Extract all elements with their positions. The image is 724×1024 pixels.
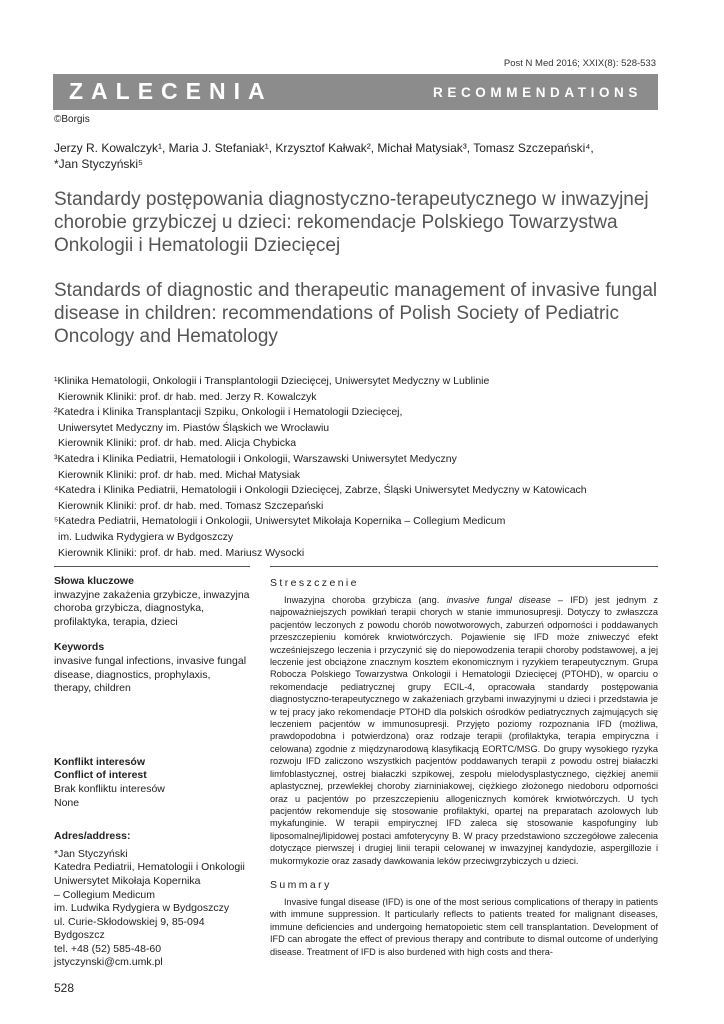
affiliation-line: Kierownik Kliniki: prof. dr hab. med. Jerzy R. Kowalczyk xyxy=(58,390,317,403)
keywords-en: invasive fungal infections, invasive fungal disease, diagnostics, prophylaxis, therapy, children xyxy=(54,654,247,695)
address-line: – Collegium Medicum xyxy=(54,888,155,901)
conflict-text-en: None xyxy=(54,796,80,809)
section-label-en: RECOMMENDATIONS xyxy=(433,85,642,100)
affiliation-line: ⁴Katedra i Klinika Pediatrii, Hematologii i Onkologii Dziecięcej, Zabrze, Śląski Uniwersytet Medyczny w Katowicach xyxy=(54,484,587,497)
address-heading: Adres/address: xyxy=(54,830,131,843)
address-line: *Jan Styczyński xyxy=(54,847,128,860)
conflict-heading-en: Conflict of interest xyxy=(54,769,147,782)
streszczenie-text: Inwazyjna choroba grzybicza (ang. invasive fungal disease – IFD) jest jednym z najpoważniejszych powikłań terapii chorych w stanie immunosupresji. Dotyczy to zwłaszcza pacjentów leczonych z powodu chorób nowotworowych, zaburzeń odporności i poddawanych przeszczepieniu komórek krwiotwórczych. Pojawienie się IFD może zniweczyć efekt wcześniejszego leczenia i przyczynić się do niepowodzenia terapii choroby podstawowej, a jej leczenie jest obciążone znacznym kosztem ekonomicznym i ryzykiem terapeutycznym. Grupa Robocza Polskiego Towarzystwa Onkologii i Hematologii Dziecięcej (PTOHD), w oparciu o rekomendacje pediatrycznej grupy ECIL-4, opracowała standardy postępowania diagnostyczno-terapeutycznego w zakażeniach grzybami inwazyjnymi u dzieci i przedstawia je w tej pracy jako rekomendacje PTOHD dla polskich ośrodków pediatrycznych zajmujących się leczeniem pacjentów w immunosupresji. Przyjęto poziomy rozpoznania IFD (możliwa, prawdopodobna i potwierdzona) oraz rodzaje terapii (profilaktyka, terapia empiryczna i celowana) zgodnie z międzynarodową klasyfikacją EORTC/MSG. Do grupy wysokiego ryzyka rozwoju IFD zaliczono wszystkich pacjentów poddawanych terapii z powodu ostrej białaczki limfoblastycznej, ostrej białaczki szpikowej, zespołu mielodysplastycznego, ciężkiej anemii aplastycznej, przewlekłej choroby ziarniniakowej, ciężkiego złożonego niedoboru odporności oraz u pacjentów po przeszczepieniu allogenicznych komórek krwiotwórczych. U tych pacjentów rekomenduje się stosowanie profilaktyki, opartej na preparatach azolowych lub mykafunginie. W terapii empirycznej IFD zaleca się stosowanie kaspofunginy lub liposomalnej/lipidowej postaci amfoterycyny B. W pracy przedstawiono szczegółowe zalecenia dotyczące pierwszej i drugiej linii terapii celowanej w inwazyjnej kandydozie, aspergillozie i mukormykozie oraz zasady dawkowania leków przeciwgrzybiczych u dzieci. xyxy=(270,595,659,866)
section-banner xyxy=(53,74,658,110)
section-label-pl: ZALECENIA xyxy=(69,78,273,104)
affiliation-line: Kierownik Kliniki: prof. dr hab. med. Tomasz Szczepański xyxy=(58,499,324,512)
address-line: im. Ludwika Rydygiera w Bydgoszczy xyxy=(54,902,230,915)
sidebar xyxy=(54,566,250,970)
keywords-pl-heading: Słowa kluczowe xyxy=(54,575,134,587)
keywords-en-heading: Keywords xyxy=(54,641,105,654)
keywords-pl: inwazyjne zakażenia grzybicze, inwazyjna choroba grzybicza, diagnostyka, profilaktyka, terapia, dzieci xyxy=(54,588,250,628)
author-line-2: *Jan Styczyński⁵ xyxy=(54,157,144,171)
title-english: Standards of diagnostic and therapeutic management of invasive fungal disease in children: recommendations of Polish Society of Pediatric Oncology and Hematology xyxy=(54,280,658,347)
author-line-1: Jerzy R. Kowalczyk¹, Maria J. Stefaniak¹, Krzysztof Kałwak², Michał Matysiak³, Tomasz Szczepański⁴, xyxy=(54,141,594,155)
affiliation-line: ²Katedra i Klinika Transplantacji Szpiku, Onkologii i Hematologii Dziecięcej, xyxy=(54,406,403,419)
affiliation-line: ³Katedra i Klinika Pediatrii, Hematologii i Onkologii, Warszawski Uniwersytet Medyczny xyxy=(54,452,457,465)
affiliations xyxy=(54,374,664,561)
affiliation-line: ⁵Katedra Pediatrii, Hematologii i Onkologii, Uniwersytet Mikołaja Kopernika – Collegium Medicum xyxy=(54,515,506,528)
abstract-divider xyxy=(270,566,658,567)
summary-heading: Summary xyxy=(270,878,332,891)
author-list xyxy=(54,140,654,172)
affiliation-line: im. Ludwika Rydygiera w Bydgoszczy xyxy=(58,530,234,543)
conflict-text-pl: Brak konfliktu interesów xyxy=(54,782,165,795)
abstract-column xyxy=(270,566,658,958)
affiliation-line: ¹Klinika Hematologii, Onkologii i Transplantologii Dziecięcej, Uniwersytet Medyczny w Lublinie xyxy=(54,375,490,387)
affiliation-line: Kierownik Kliniki: prof. dr hab. med. Mariusz Wysocki xyxy=(58,546,305,559)
affiliation-line: Kierownik Kliniki: prof. dr hab. med. Michał Matysiak xyxy=(58,468,301,481)
copyright-notice: ©Borgis xyxy=(54,114,90,125)
address-line: ul. Curie-Skłodowskiej 9, 85-094 Bydgoszcz xyxy=(54,915,205,942)
affiliation-line: Uniwersytet Medyczny im. Piastów Śląskich we Wrocławiu xyxy=(58,421,330,434)
address-email: jstyczynski@cm.umk.pl xyxy=(54,956,163,969)
address-line: tel. +48 (52) 585-48-60 xyxy=(54,942,162,955)
page-number: 528 xyxy=(54,981,75,995)
sidebar-divider xyxy=(54,566,250,567)
streszczenie-heading: Streszczenie xyxy=(270,577,359,589)
title-polish: Standardy postępowania diagnostyczno-terapeutycznego w inwazyjnej chorobie grzybiczej u dzieci: rekomendacje Polskiego Towarzystwa Onkologii i Hematologii Dziecięcej xyxy=(54,189,649,256)
conflict-heading-pl: Konflikt interesów xyxy=(54,755,146,768)
address-line: Katedra Pediatrii, Hematologii i Onkologii xyxy=(54,861,245,874)
journal-reference: Post N Med 2016; XXIX(8): 528-533 xyxy=(503,58,656,69)
affiliation-line: Kierownik Kliniki: prof. dr hab. med. Alicja Chybicka xyxy=(58,437,297,450)
summary-text: Invasive fungal disease (IFD) is one of the most serious complications of therapy in patients with immune suppression. It particularly reflects to patients treated for malignant diseases, immune deficiencies and undergoing hematopoietic stem cell transplantation. Development of IFD can abrogate the effect of previous therapy and contribute to dismal outcome of underlying disease. Treatment of IFD is also burdened with high costs and thera- xyxy=(270,896,658,957)
address-line: Uniwersytet Mikołaja Kopernika xyxy=(54,874,201,887)
